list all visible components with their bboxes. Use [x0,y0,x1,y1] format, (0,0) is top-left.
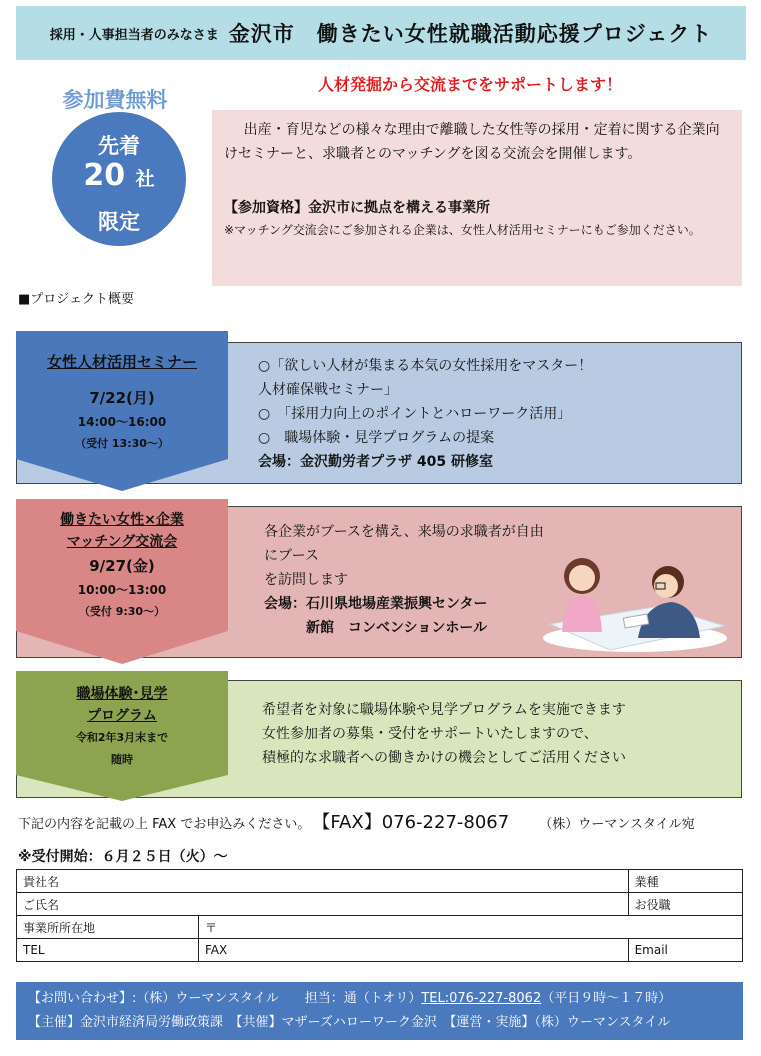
address-label: 事業所所在地 [23,920,96,935]
matching-venue-1: 会場：石川県地場産業振興センター [264,596,488,612]
badge-count: 20 [83,158,126,193]
tagline: 人材発掘から交流までをサポートします！ [317,75,622,94]
badge-unit: 社 [135,168,155,190]
position-label: お役職 [634,897,671,912]
tel-field[interactable] [17,939,199,962]
matching-title-2: マッチング交流会 [66,534,178,550]
matching-reception: （受付 9:30～） [78,605,166,618]
matching-time: 10:00～13:00 [77,583,167,597]
program-desc-3: 積極的な求職者への働きかけの機会としてご活用ください [262,750,626,766]
contact-hours: （平日９時～１７時） [541,991,672,1006]
fax-label: FAX [205,943,228,957]
badge-first-come: 先着 [98,134,140,158]
seminar-body [258,354,728,474]
seminar-item-1b: 人材確保戦セミナー」 [258,382,398,398]
fax-field[interactable] [199,939,629,962]
seminar-venue: 会場：金沢勤労者プラザ 405 研修室 [258,454,493,470]
intro-box [212,110,742,286]
email-label: Email [634,943,668,957]
postal-mark: 〒 [205,920,218,935]
limit-badge [52,112,186,246]
seminar-item-3: ○ 職場体験・見学プログラムの提案 [258,430,495,446]
matching-tab [16,499,228,664]
program-desc-2: 女性参加者の募集・受付をサポートいたしますので、 [262,726,598,742]
program-period: 令和2年3月末まで [75,731,169,744]
name-label: ご氏名 [23,897,60,912]
matching-desc-2: を訪問します [264,572,348,588]
footer-line-1 [28,987,731,1011]
qualification: 【参加資格】金沢市に拠点を構える事業所 [224,200,490,216]
header-banner [16,6,746,60]
badge-limited: 限定 [98,210,140,234]
position-field[interactable] [628,893,742,916]
category-field[interactable] [628,870,742,893]
company-label: 貴社名 [23,874,60,889]
matching-body [264,520,554,592]
seminar-time: 14:00～16:00 [77,415,167,429]
contact-text: 【お問い合わせ】:（株）ウーマンスタイル 担当：通（トオリ） [28,991,422,1006]
seminar-tab [16,331,228,491]
seminar-title: 女性人材活用セミナー [46,353,197,371]
address-label-cell [17,916,199,939]
intro-paragraph: 出産・育児などの様々な理由で離職した女性等の採用・定着に関する企業向けセミナーと、求職者とのマッチングを図る交流会を開催します。 [224,122,720,162]
matching-venue-2: 新館 コンベンションホール [264,620,488,636]
matching-date: 9/27(金) [89,557,155,575]
application-form [16,869,743,962]
fax-number: 【FAX】076-227-8067 [312,812,510,833]
contact-tel-link[interactable]: TEL:076-227-8062 [421,991,542,1006]
program-tab [16,671,228,801]
footer-organizers: 【主催】金沢市経済局労働政策課 【共催】マザーズハローワーク金沢 【運営・実施】（株）ウーマンスタイル [28,1015,671,1030]
seminar-date: 7/22(月) [89,389,155,407]
free-participation-label: 参加費無料 [62,88,168,112]
tel-label: TEL [23,943,45,957]
seminar-reception: （受付 13:30～） [75,437,169,450]
name-field[interactable] [17,893,629,916]
matching-desc-1: 各企業がブースを構え、来場の求職者が自由にブース [264,524,544,564]
program-title-1: 職場体験･見学 [76,686,168,702]
fax-instruction-line [18,808,748,834]
page-title: 金沢市 働きたい女性就職活動応援プロジェクト [228,22,713,46]
qualification-note: ※マッチング交流会にご参加される企業は、女性人材活用セミナーにもご参加ください。 [224,223,701,237]
overview-heading: ■プロジェクト概要 [18,292,135,307]
meeting-illustration [540,546,730,654]
email-field[interactable] [628,939,742,962]
fax-recipient: （株）ウーマンスタイル宛 [539,817,695,832]
program-body [262,698,732,770]
seminar-item-2: ○ 「採用力向上のポイントとハローワーク活用」 [258,406,572,422]
header-audience: 採用・人事担当者のみなさま [49,27,219,43]
fax-instruction: 下記の内容を記載の上 FAX でお申込みください。 [18,817,311,832]
address-field[interactable] [199,916,743,939]
footer-contact [16,982,743,1040]
matching-title-1: 働きたい女性×企業 [60,512,184,528]
matching-venue [264,592,554,640]
program-anytime: 随時 [111,753,133,766]
receipt-start: ※受付開始：６月２５日（火）～ [18,849,228,865]
program-desc-1: 希望者を対象に職場体験や見学プログラムを実施できます [262,702,626,718]
category-label: 業種 [634,874,659,889]
badge-count-line [52,158,186,193]
company-field[interactable] [17,870,629,893]
program-title-2: プログラム [87,708,157,724]
seminar-item-1: ○「欲しい人材が集まる本気の女性採用をマスター！ [258,358,593,374]
